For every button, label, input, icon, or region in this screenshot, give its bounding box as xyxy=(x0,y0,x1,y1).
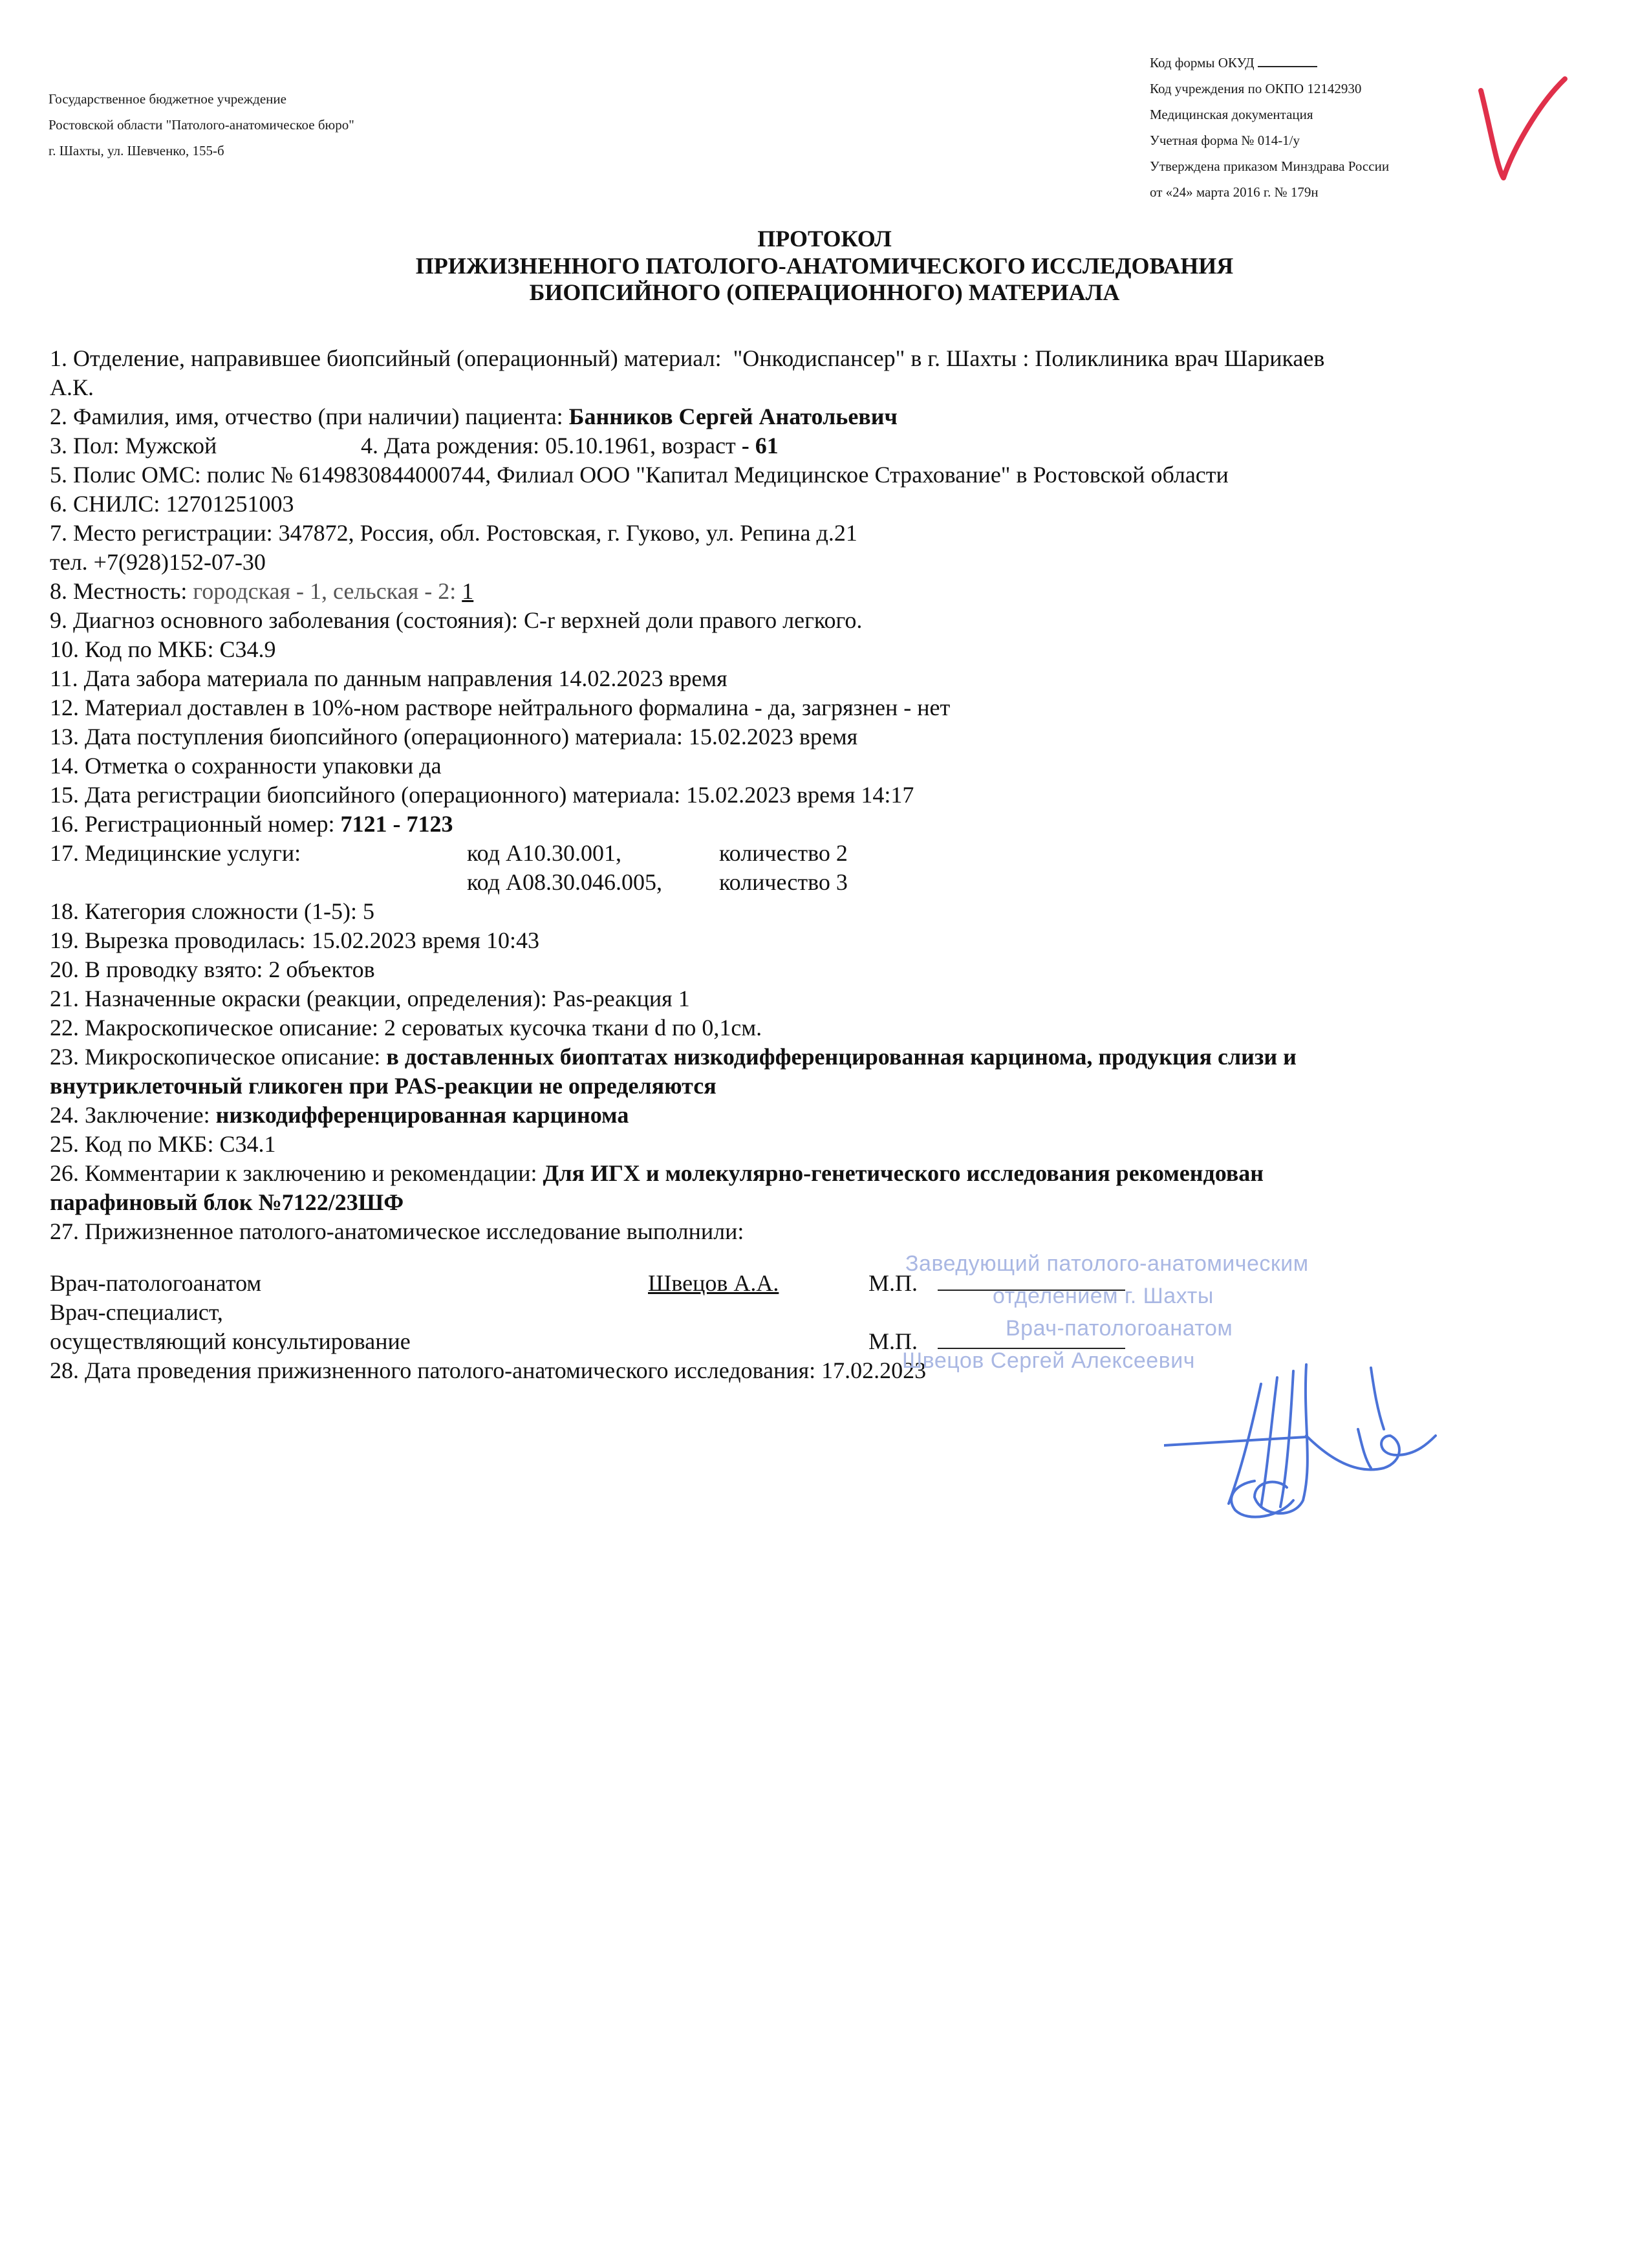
field-27: 27. Прижизненное патолого-анатомическое исследование выполнили: xyxy=(50,1218,744,1244)
service-qty-1: количество 2 xyxy=(719,840,848,866)
signer-name-1: Швецов А.А. xyxy=(648,1270,779,1296)
stamp-line-1: Заведующий патолого-анатомическим xyxy=(905,1251,1309,1276)
conclusion: низкодифференцированная карцинома xyxy=(215,1102,629,1128)
field-2-label: 2. Фамилия, имя, отчество (при наличии) пациента: xyxy=(50,404,563,429)
field-11: 11. Дата забора материала по данным направления 14.02.2023 время xyxy=(50,665,727,691)
okud-label: Код формы ОКУД xyxy=(1150,55,1255,70)
field-8 xyxy=(50,577,473,606)
field-23-cont xyxy=(50,1072,717,1101)
stamp-line-4: Швецов Сергей Алексеевич xyxy=(902,1348,1195,1373)
field-6: 6. СНИЛС: 12701251003 xyxy=(50,491,294,517)
form-number: Учетная форма № 014-1/у xyxy=(1150,133,1300,148)
okud-blank xyxy=(1258,66,1317,67)
field-23-label: 23. Микроскопическое описание: xyxy=(50,1044,381,1070)
field-25: 25. Код по МКБ: C34.1 xyxy=(50,1131,276,1157)
service-code-1: код A10.30.001, xyxy=(467,840,621,866)
service-code-2: код A08.30.046.005, xyxy=(467,869,662,895)
signer-role-2b: осуществляющий консультирование xyxy=(50,1328,411,1354)
doc-type: Медицинская документация xyxy=(1150,107,1313,122)
field-26 xyxy=(50,1159,1264,1188)
field-1-cont: А.К. xyxy=(50,374,94,400)
field-26-cont xyxy=(50,1188,404,1217)
signer-role-2a: Врач-специалист, xyxy=(50,1299,223,1325)
patient-name: Банников Сергей Анатольевич xyxy=(568,404,898,429)
institution-name: Государственное бюджетное учреждение xyxy=(48,91,286,107)
institution-address: г. Шахты, ул. Шевченко, 155-б xyxy=(48,143,224,158)
field-8-options: городская - 1, сельская - 2: xyxy=(193,578,457,604)
field-10: 10. Код по МКБ: C34.9 xyxy=(50,636,276,662)
field-12: 12. Материал доставлен в 10%-ном растворе нейтрального формалина - да, загрязнен - нет xyxy=(50,695,951,720)
field-1-label: 1. Отделение, направившее биопсийный (операционный) материал: xyxy=(50,345,722,371)
field-2 xyxy=(50,402,898,431)
field-7: 7. Место регистрации: 347872, Россия, обл. Ростовская, г. Гуково, ул. Репина д.21 xyxy=(50,520,857,546)
field-5: 5. Полис ОМС: полис № 6149830844000744, Филиал ООО "Капитал Медицинское Страхование" в Ростовской области xyxy=(50,462,1229,488)
field-13: 13. Дата поступления биопсийного (операционного) материала: 15.02.2023 время xyxy=(50,724,858,750)
field-15: 15. Дата регистрации биопсийного (операционного) материала: 15.02.2023 время 14:17 xyxy=(50,782,914,808)
signature-image xyxy=(1164,1332,1461,1526)
field-24-label: 24. Заключение: xyxy=(50,1102,210,1128)
microscopy-text: в доставленных биоптатах низкодифференцированная карцинома, продукция слизи и xyxy=(386,1044,1297,1070)
doc-subtitle-2: БИОПСИЙНОГО (ОПЕРАЦИОННОГО) МАТЕРИАЛА xyxy=(529,279,1120,305)
patient-age: - 61 xyxy=(741,433,779,459)
recommendation-cont: парафиновый блок №7122/23ШФ xyxy=(50,1189,404,1215)
okud-code xyxy=(1150,50,1317,76)
field-9: 9. Диагноз основного заболевания (состояния): С-r верхней доли правого легкого. xyxy=(50,607,863,633)
microscopy-text-cont: внутриклеточный гликоген при PAS-реакции не определяются xyxy=(50,1073,717,1099)
field-21: 21. Назначенные окраски (реакции, определения): Pas-реакция 1 xyxy=(50,986,690,1011)
field-26-label: 26. Комментарии к заключению и рекомендации: xyxy=(50,1160,537,1186)
signer-role-1: Врач-патологоанатом xyxy=(50,1270,262,1296)
doc-title: ПРОТОКОЛ xyxy=(757,226,892,252)
field-16-label: 16. Регистрационный номер: xyxy=(50,811,335,837)
field-8-value: 1 xyxy=(462,578,474,604)
mp-label-2: М.П. xyxy=(868,1328,918,1354)
registration-number: 7121 - 7123 xyxy=(340,811,453,837)
order-date: от «24» марта 2016 г. № 179н xyxy=(1150,184,1319,200)
field-8-label: 8. Местность: xyxy=(50,578,188,604)
stamp-line-3: Врач-патологоанатом xyxy=(1006,1316,1233,1341)
field-19: 19. Вырезка проводилась: 15.02.2023 время 10:43 xyxy=(50,927,539,953)
field-17-label: 17. Медицинские услуги: xyxy=(50,840,301,866)
field-23 xyxy=(50,1042,1297,1072)
mp-label-1: М.П. xyxy=(868,1270,918,1296)
field-4 xyxy=(361,431,779,460)
field-28: 28. Дата проведения прижизненного патолого-анатомического исследования: 17.02.2023 xyxy=(50,1357,927,1383)
okpo-code: Код учреждения по ОКПО 12142930 xyxy=(1150,81,1362,96)
field-1 xyxy=(50,344,1324,373)
field-4-label: 4. Дата рождения: 05.10.1961, возраст xyxy=(361,433,736,459)
field-16 xyxy=(50,810,453,839)
service-qty-2: количество 3 xyxy=(719,869,848,895)
field-1-value: "Онкодиспансер" в г. Шахты : Поликлиника врач Шарикаев xyxy=(733,345,1325,371)
field-24 xyxy=(50,1101,629,1130)
institution-region: Ростовской области "Патолого-анатомическое бюро" xyxy=(48,117,354,133)
field-18: 18. Категория сложности (1-5): 5 xyxy=(50,898,375,924)
field-7-phone: тел. +7(928)152-07-30 xyxy=(50,549,266,575)
field-20: 20. В проводку взято: 2 объектов xyxy=(50,956,375,982)
check-mark-icon xyxy=(1468,71,1571,188)
doc-subtitle-1: ПРИЖИЗНЕННОГО ПАТОЛОГО-АНАТОМИЧЕСКОГО ИССЛЕДОВАНИЯ xyxy=(415,253,1234,279)
field-22: 22. Макроскопическое описание: 2 сероватых кусочка ткани d по 0,1см. xyxy=(50,1015,762,1041)
field-3: 3. Пол: Мужской xyxy=(50,433,217,459)
stamp-line-2: отделением г. Шахты xyxy=(993,1284,1214,1308)
recommendation: Для ИГХ и молекулярно-генетического исследования рекомендован xyxy=(543,1160,1264,1186)
field-14: 14. Отметка о сохранности упаковки да xyxy=(50,753,442,779)
approved-by: Утверждена приказом Минздрава России xyxy=(1150,158,1390,174)
